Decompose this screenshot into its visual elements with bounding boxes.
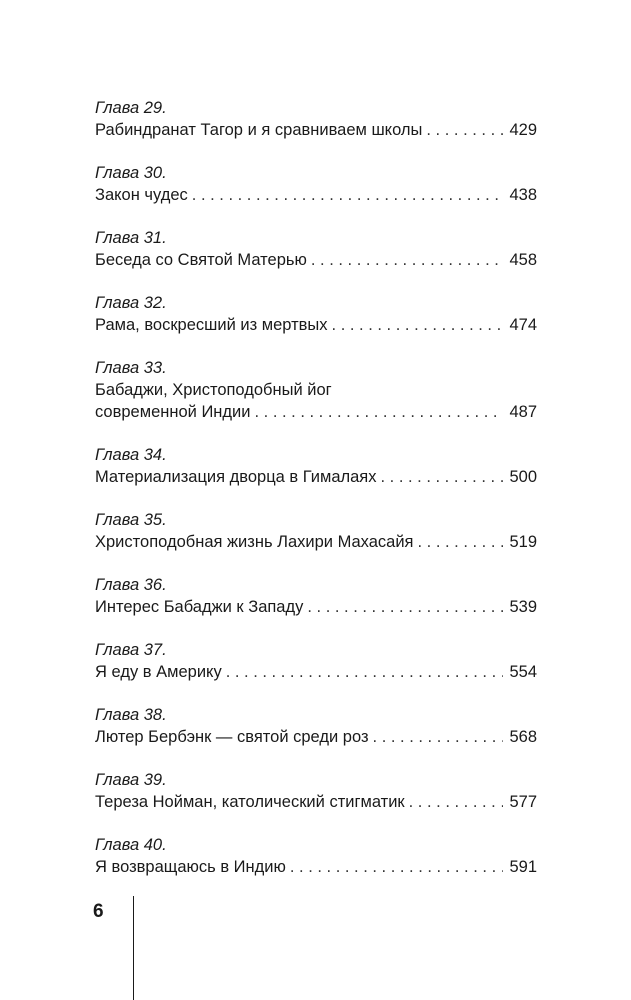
chapter-label: Глава 31. (95, 229, 167, 247)
chapter-label: Глава 34. (95, 446, 167, 464)
chapter-title: Беседа со Святой Матерью (95, 251, 307, 269)
chapter-title-row (95, 726, 537, 748)
chapter-title-line: Бабаджи, Христоподобный йог (95, 381, 332, 399)
chapter-label: Глава 38. (95, 706, 167, 724)
chapter-title-row (95, 401, 537, 423)
chapter-page-number: 474 (509, 316, 537, 334)
chapter-title-row (95, 119, 537, 141)
toc-entry (95, 639, 537, 683)
chapter-title: Христоподобная жизнь Лахири Махасайя (95, 533, 414, 551)
chapter-title-row (95, 791, 537, 813)
toc-entry (95, 227, 537, 271)
chapter-page-number: 539 (509, 598, 537, 616)
chapter-title-row (95, 184, 537, 206)
dot-leader (226, 661, 504, 683)
dot-leader (418, 531, 504, 553)
dot-leader (307, 596, 503, 618)
chapter-page-number: 554 (509, 663, 537, 681)
dot-leader (373, 726, 504, 748)
toc-entry (95, 704, 537, 748)
chapter-page-number: 487 (509, 403, 537, 421)
toc-entry (95, 292, 537, 336)
toc-entry (95, 357, 537, 423)
chapter-title-row (95, 661, 537, 683)
chapter-label: Глава 35. (95, 511, 167, 529)
dot-leader (311, 249, 504, 271)
toc-entry (95, 444, 537, 488)
chapter-title: Я еду в Америку (95, 663, 222, 681)
dot-leader (255, 401, 504, 423)
chapter-label: Глава 32. (95, 294, 167, 312)
dot-leader (332, 314, 504, 336)
toc-entry (95, 162, 537, 206)
chapter-page-number: 500 (509, 468, 537, 486)
table-of-contents (95, 97, 537, 878)
dot-leader (426, 119, 503, 141)
chapter-label: Глава 33. (95, 359, 167, 377)
chapter-title-row (95, 531, 537, 553)
chapter-page-number: 519 (509, 533, 537, 551)
footer-vertical-rule (133, 896, 134, 1000)
chapter-title-row (95, 249, 537, 271)
chapter-page-number: 577 (509, 793, 537, 811)
toc-entry (95, 834, 537, 878)
chapter-title: Лютер Бербэнк — святой среди роз (95, 728, 369, 746)
chapter-label: Глава 29. (95, 99, 167, 117)
chapter-label: Глава 37. (95, 641, 167, 659)
toc-entry (95, 509, 537, 553)
page-number: 6 (93, 901, 104, 922)
chapter-page-number: 568 (509, 728, 537, 746)
chapter-title: Интерес Бабаджи к Западу (95, 598, 304, 616)
chapter-title-row (95, 314, 537, 336)
chapter-title: Рабиндранат Тагор и я сравниваем школы (95, 121, 423, 139)
chapter-title-row (95, 466, 537, 488)
chapter-label: Глава 30. (95, 164, 167, 182)
chapter-page-number: 438 (509, 186, 537, 204)
chapter-label: Глава 40. (95, 836, 167, 854)
toc-entry (95, 574, 537, 618)
chapter-label: Глава 39. (95, 771, 167, 789)
chapter-title: Я возвращаюсь в Индию (95, 858, 286, 876)
page-footer (93, 896, 153, 1000)
dot-leader (290, 856, 504, 878)
dot-leader (381, 466, 504, 488)
chapter-title: Материализация дворца в Гималаях (95, 468, 377, 486)
dot-leader (409, 791, 504, 813)
chapter-page-number: 591 (509, 858, 537, 876)
chapter-title: современной Индии (95, 403, 251, 421)
toc-entry (95, 769, 537, 813)
chapter-title: Рама, воскресший из мертвых (95, 316, 328, 334)
chapter-title-row (95, 856, 537, 878)
chapter-page-number: 429 (509, 121, 537, 139)
chapter-label: Глава 36. (95, 576, 167, 594)
dot-leader (192, 184, 504, 206)
toc-entry (95, 97, 537, 141)
chapter-title: Тереза Нойман, католический стигматик (95, 793, 405, 811)
chapter-page-number: 458 (509, 251, 537, 269)
chapter-title-row (95, 596, 537, 618)
chapter-title: Закон чудес (95, 186, 188, 204)
